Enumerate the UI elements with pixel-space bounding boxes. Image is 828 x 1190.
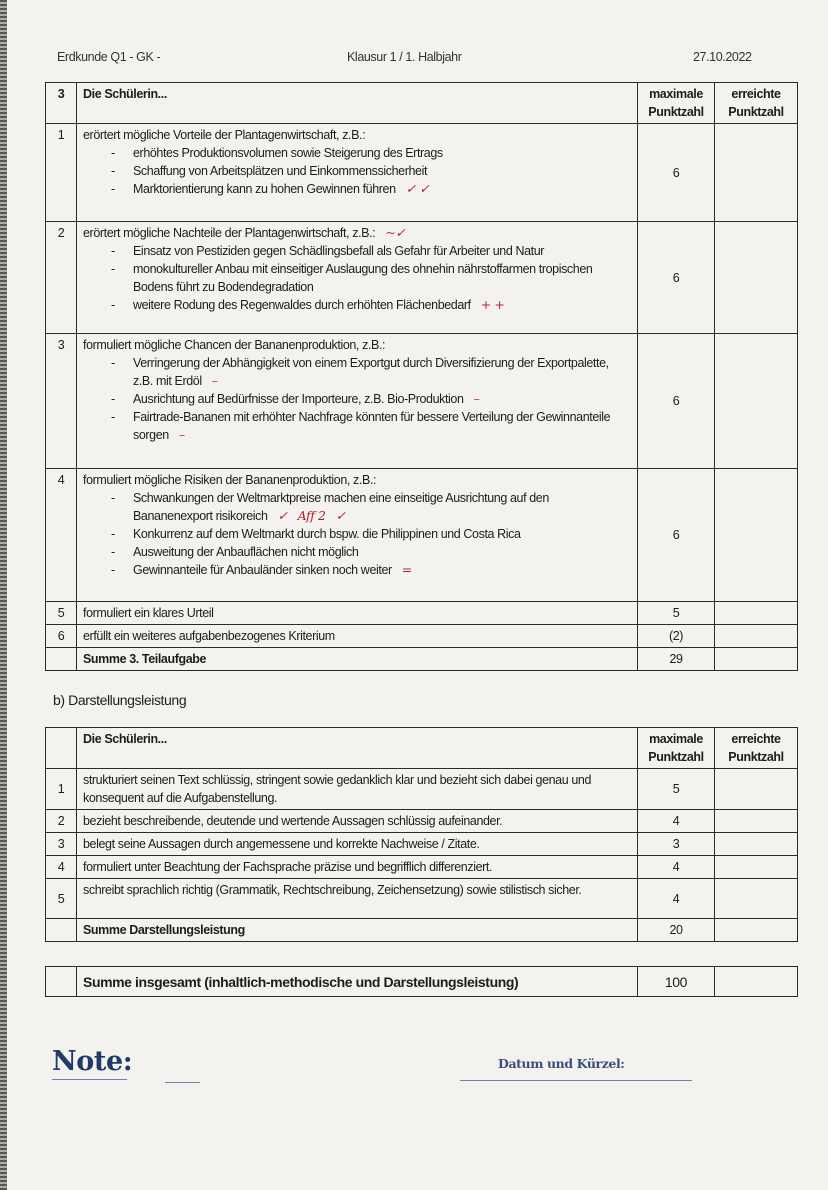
empty-cell <box>46 919 77 942</box>
bullet <box>111 543 631 561</box>
bullet <box>111 390 631 408</box>
criterion <box>77 469 638 602</box>
sum-label: Summe Darstellungsleistung <box>77 919 638 942</box>
criterion <box>77 124 638 222</box>
table-row <box>46 769 798 810</box>
bullet-text: Ausweitung der Anbauflächen nicht möglich <box>133 545 359 559</box>
criterion-text: formuliert unter Beachtung der Fachsprache präzise und begrifflich differenziert. <box>77 856 638 879</box>
sum-max-points: 29 <box>638 648 715 671</box>
check-mark-icon: ✓ <box>335 508 346 523</box>
row-number: 5 <box>46 879 77 919</box>
bullet-text: Konkurrenz auf dem Weltmarkt durch bspw. die Philippinen und Costa Rica <box>133 527 521 541</box>
bullet-text: Schaffung von Arbeitsplätzen und Einkommenssicherheit <box>133 164 428 178</box>
bullet <box>111 144 631 162</box>
column-header-desc: Die Schülerin... <box>77 83 638 124</box>
dash-mark-icon: – <box>178 427 185 442</box>
table-row <box>46 625 798 648</box>
course-label: Erdkunde Q1 - GK - <box>57 50 161 64</box>
column-header-max: maximale Punktzahl <box>638 83 715 124</box>
criterion-text: strukturiert seinen Text schlüssig, stringent sowie gedanklich klar und bezieht sich dabei genau und konsequent auf die Aufgabenstellung. <box>77 769 638 810</box>
task-number: 3 <box>46 83 77 124</box>
total-achieved-cell[interactable] <box>715 967 798 997</box>
row-number: 2 <box>46 810 77 833</box>
max-points: (2) <box>638 625 715 648</box>
criterion-title: formuliert mögliche Risiken der Bananenproduktion, z.B.: <box>83 473 377 487</box>
column-header-achieved: erreichte Punktzahl <box>715 728 798 769</box>
criterion-text: bezieht beschreibende, deutende und wertende Aussagen schlüssig aufeinander. <box>77 810 638 833</box>
bullet-text: Fairtrade-Bananen mit erhöhter Nachfrage könnten für bessere Verteilung der Gewinnanteile sorgen <box>133 410 611 442</box>
achieved-points-cell[interactable] <box>715 124 798 222</box>
row-number: 3 <box>46 833 77 856</box>
signature-line[interactable] <box>460 1080 692 1081</box>
achieved-points-cell[interactable] <box>715 602 798 625</box>
achieved-points-cell[interactable] <box>715 469 798 602</box>
dash-mark-icon: – <box>473 391 480 406</box>
criterion <box>77 334 638 469</box>
max-points: 4 <box>638 810 715 833</box>
total-max-points: 100 <box>638 967 715 997</box>
bullet-text: Marktorientierung kann zu hohen Gewinnen führen <box>133 182 396 196</box>
table-row <box>46 856 798 879</box>
max-points: 5 <box>638 769 715 810</box>
table-row <box>46 810 798 833</box>
exam-label: Klausur 1 / 1. Halbjahr <box>347 50 462 64</box>
max-points: 6 <box>638 469 715 602</box>
table-row <box>46 469 798 602</box>
criterion-title: formuliert mögliche Chancen der Bananenproduktion, z.B.: <box>83 338 386 352</box>
grading-table-presentation <box>45 727 798 942</box>
total-table <box>45 966 798 997</box>
max-points: 4 <box>638 879 715 919</box>
date-signature-label: Datum und Kürzel: <box>498 1056 625 1071</box>
row-number: 5 <box>46 602 77 625</box>
bullet <box>111 260 631 296</box>
row-number: 2 <box>46 222 77 334</box>
achieved-points-cell[interactable] <box>715 810 798 833</box>
column-header-desc: Die Schülerin... <box>77 728 638 769</box>
date-label: 27.10.2022 <box>693 50 752 64</box>
column-header-achieved: erreichte Punktzahl <box>715 83 798 124</box>
bullet <box>111 561 631 579</box>
achieved-points-cell[interactable] <box>715 625 798 648</box>
table-row <box>46 879 798 919</box>
criterion-title: formuliert ein klares Urteil <box>77 602 638 625</box>
achieved-points-cell[interactable] <box>715 222 798 334</box>
criterion-title: erörtert mögliche Nachteile der Plantagenwirtschaft, z.B.: <box>83 226 376 240</box>
dash-mark-icon: = <box>401 562 412 577</box>
plus-marks-icon: + + <box>480 297 505 312</box>
max-points: 6 <box>638 222 715 334</box>
bullet <box>111 408 631 444</box>
max-points: 3 <box>638 833 715 856</box>
criterion-title: erfüllt ein weiteres aufgabenbezogenes Kriterium <box>77 625 638 648</box>
sum-achieved-cell[interactable] <box>715 919 798 942</box>
bullet-text: Einsatz von Pestiziden gegen Schädlingsbefall als Gefahr für Arbeiter und Natur <box>133 244 545 258</box>
achieved-points-cell[interactable] <box>715 879 798 919</box>
achieved-points-cell[interactable] <box>715 856 798 879</box>
table-row <box>46 334 798 469</box>
empty-cell <box>46 967 77 997</box>
empty-cell <box>46 648 77 671</box>
sum-label: Summe 3. Teilaufgabe <box>77 648 638 671</box>
grade-line[interactable] <box>165 1082 200 1083</box>
row-number: 1 <box>46 124 77 222</box>
row-number: 1 <box>46 769 77 810</box>
achieved-points-cell[interactable] <box>715 769 798 810</box>
sum-max-points: 20 <box>638 919 715 942</box>
table-row <box>46 833 798 856</box>
check-mark-icon: ✓ ✓ <box>405 181 430 196</box>
content-flow <box>45 82 798 997</box>
bullet <box>111 180 631 198</box>
criterion <box>77 222 638 334</box>
sum-achieved-cell[interactable] <box>715 648 798 671</box>
row-number: 4 <box>46 856 77 879</box>
row-number: 3 <box>46 334 77 469</box>
criterion-text: schreibt sprachlich richtig (Grammatik, Rechtschreibung, Zeichensetzung) sowie stilistisch sicher. <box>77 879 638 919</box>
check-mark-icon: ✓ <box>277 508 288 523</box>
section-b-heading: b) Darstellungsleistung <box>53 692 187 708</box>
bullet-text: erhöhtes Produktionsvolumen sowie Steigerung des Ertrags <box>133 146 443 160</box>
bullet <box>111 162 631 180</box>
max-points: 6 <box>638 124 715 222</box>
grade-label: Note: <box>52 1046 127 1080</box>
bullet <box>111 296 631 314</box>
max-points: 4 <box>638 856 715 879</box>
bullet <box>111 242 631 260</box>
total-label: Summe insgesamt (inhaltlich-methodische und Darstellungsleistung) <box>77 967 638 997</box>
bullet <box>111 354 631 390</box>
column-header-max: maximale Punktzahl <box>638 728 715 769</box>
empty-cell <box>46 728 77 769</box>
row-number: 4 <box>46 469 77 602</box>
bullet-text: monokultureller Anbau mit einseitiger Auslaugung des ohnehin nährstoffarmen tropischen Bodens führt zu Bodendegradation <box>133 262 593 294</box>
max-points: 5 <box>638 602 715 625</box>
bullet <box>111 525 631 543</box>
achieved-points-cell[interactable] <box>715 833 798 856</box>
row-number: 6 <box>46 625 77 648</box>
check-mark-icon: ~✓ <box>385 225 406 240</box>
criterion-title: erörtert mögliche Vorteile der Plantagenwirtschaft, z.B.: <box>83 128 366 142</box>
table-row <box>46 124 798 222</box>
handwritten-annotation: Aff 2 <box>297 508 326 523</box>
achieved-points-cell[interactable] <box>715 334 798 469</box>
sum-row <box>46 648 798 671</box>
sum-row <box>46 919 798 942</box>
bullet-text: Schwankungen der Weltmarktpreise machen eine einseitige Ausrichtung auf den Bananenexport risikoreich <box>133 491 549 523</box>
grading-table-content <box>45 82 798 671</box>
criterion-text: belegt seine Aussagen durch angemessene und korrekte Nachweise / Zitate. <box>77 833 638 856</box>
bullet-text: Ausrichtung auf Bedürfnisse der Importeure, z.B. Bio-Produktion <box>133 392 464 406</box>
table-row <box>46 602 798 625</box>
bullet-text: Verringerung der Abhängigkeit von einem Exportgut durch Diversifizierung der Exportpalette, z.B. mit Erdöl <box>133 356 609 388</box>
dash-mark-icon: – <box>211 373 218 388</box>
bullet-text: Gewinnanteile für Anbauländer sinken noch weiter <box>133 563 392 577</box>
max-points: 6 <box>638 334 715 469</box>
bullet-text: weitere Rodung des Regenwaldes durch erhöhten Flächenbedarf <box>133 298 471 312</box>
bullet <box>111 489 631 525</box>
table-row <box>46 222 798 334</box>
criterion-title-line <box>83 224 631 242</box>
